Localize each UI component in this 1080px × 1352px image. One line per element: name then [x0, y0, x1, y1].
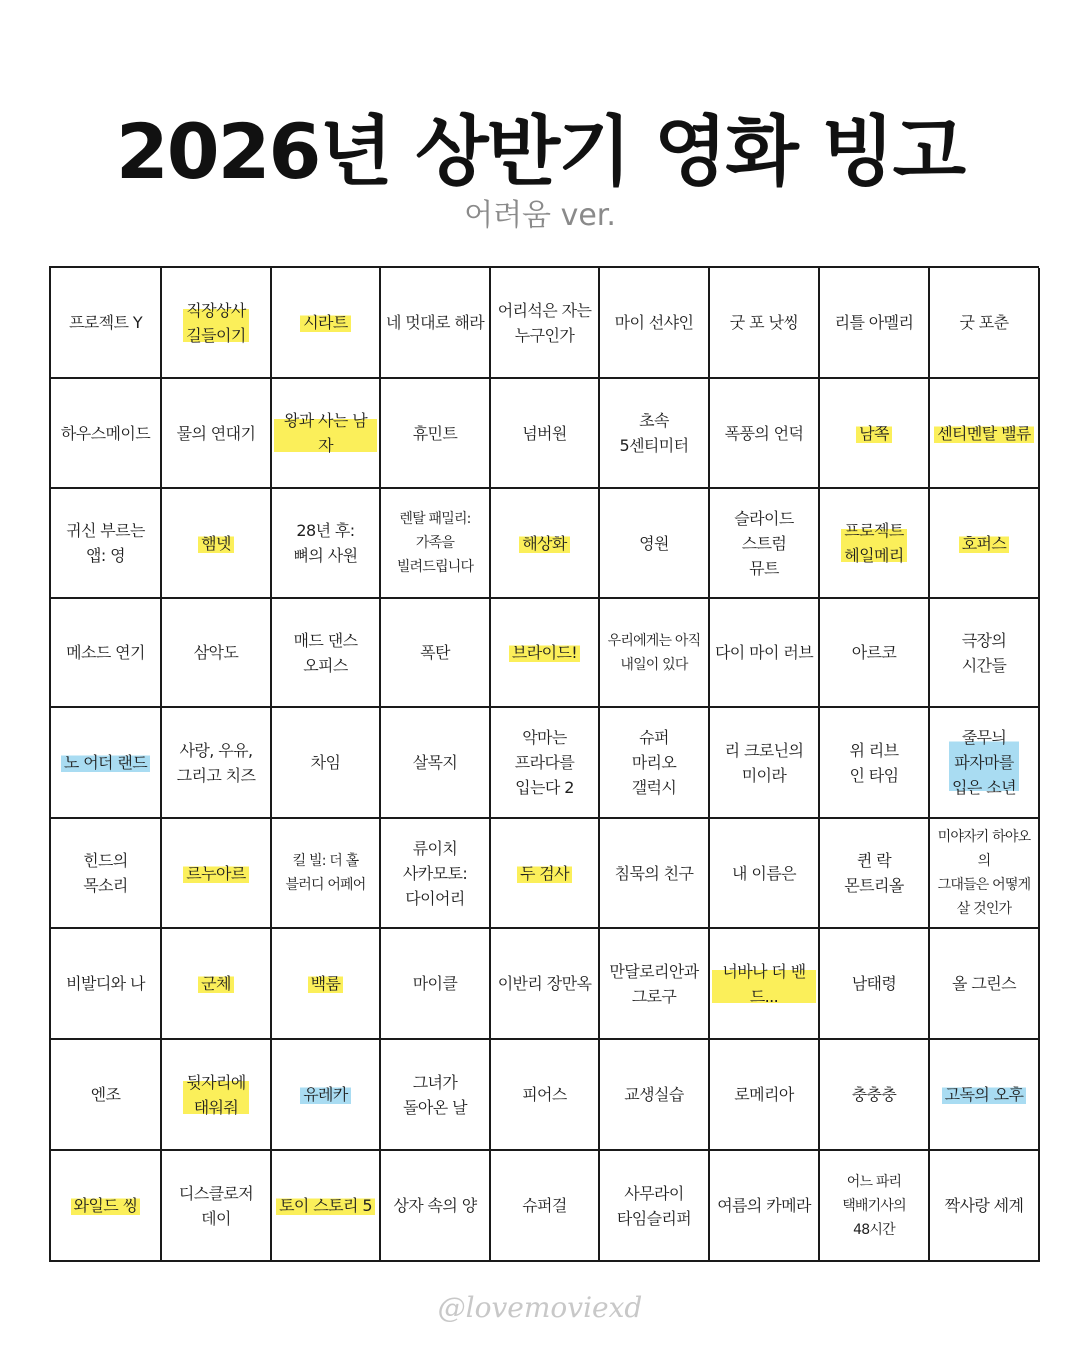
- bingo-cell[interactable]: [162, 268, 272, 379]
- bingo-cell[interactable]: [162, 1040, 272, 1151]
- bingo-cell[interactable]: [162, 379, 272, 489]
- bingo-cell-label: 슬라이드 스트럼 뮤트: [734, 508, 794, 578]
- bingo-cell-label: 직장상사 길들이기: [183, 298, 248, 348]
- bingo-cell-label: 사랑, 우유, 그리고 치즈: [176, 740, 256, 785]
- bingo-cell-label: 그녀가 돌아온 날: [403, 1072, 467, 1117]
- bingo-cell-label: 류이치 사카모토: 다이어리: [402, 838, 468, 908]
- bingo-cell[interactable]: [51, 708, 162, 819]
- bingo-cell-label: 28년 후: 뼈의 사원: [293, 521, 358, 565]
- bingo-cell[interactable]: [710, 1040, 820, 1151]
- bingo-cell-label: 해상화: [519, 531, 570, 556]
- bingo-cell-label: 메소드 연기: [66, 643, 145, 662]
- bingo-cell-label: 비발디와 나: [66, 974, 145, 993]
- bingo-cell[interactable]: [710, 1151, 820, 1262]
- bingo-cell[interactable]: [820, 929, 930, 1040]
- bingo-cell[interactable]: [272, 708, 381, 819]
- bingo-cell[interactable]: [930, 599, 1040, 708]
- bingo-cell[interactable]: [162, 1151, 272, 1262]
- bingo-cell[interactable]: [820, 489, 930, 599]
- bingo-cell-label: 악마는 프라다를 입는다 2: [514, 728, 575, 797]
- bingo-cell[interactable]: [600, 929, 710, 1040]
- bingo-cell-label: 극장의 시간들: [961, 630, 1007, 675]
- bingo-cell[interactable]: [491, 929, 600, 1040]
- bingo-cell[interactable]: [930, 708, 1040, 819]
- bingo-cell-label: 교생실습: [624, 1085, 684, 1104]
- bingo-cell-label: 호퍼스: [959, 531, 1010, 556]
- bingo-cell[interactable]: [491, 599, 600, 708]
- bingo-cell-label: 슈퍼걸: [522, 1196, 567, 1215]
- bingo-cell[interactable]: [272, 379, 381, 489]
- bingo-cell-label: 마이클: [412, 974, 458, 993]
- bingo-cell-label: 햄넷: [198, 531, 234, 556]
- bingo-cell[interactable]: [491, 1151, 600, 1262]
- bingo-cell[interactable]: [820, 599, 930, 708]
- bingo-cell-label: 왕과 사는 남자: [274, 408, 377, 458]
- bingo-cell-label: 만달로리안과 그로구: [609, 961, 699, 1006]
- bingo-cell-label: 이반리 장만옥: [497, 974, 592, 993]
- bingo-cell[interactable]: [600, 708, 710, 819]
- bingo-cell[interactable]: [162, 599, 272, 708]
- bingo-cell-label: 남쪽: [856, 421, 892, 446]
- bingo-cell[interactable]: [381, 708, 491, 819]
- bingo-grid: [49, 266, 1039, 1262]
- bingo-cell-label: 마이 선샤인: [614, 313, 694, 332]
- bingo-cell-label: 시라트: [300, 310, 351, 335]
- bingo-cell-label: 렌탈 패밀리: 가족을 빌려드립니다: [396, 511, 474, 575]
- bingo-cell-label: 폭탄: [420, 643, 450, 662]
- page-title: 2026년 상반기 영화 빙고: [115, 107, 965, 196]
- bingo-cell[interactable]: [162, 819, 272, 929]
- bingo-cell[interactable]: [930, 929, 1040, 1040]
- bingo-cell[interactable]: [600, 379, 710, 489]
- bingo-cell-label: 짝사랑 세계: [944, 1196, 1024, 1215]
- bingo-cell[interactable]: [710, 268, 820, 379]
- bingo-cell[interactable]: [600, 489, 710, 599]
- bingo-cell[interactable]: [381, 268, 491, 379]
- bingo-cell[interactable]: [381, 819, 491, 929]
- bingo-cell[interactable]: [491, 379, 600, 489]
- bingo-cell-label: 르누아르: [183, 861, 248, 886]
- bingo-cell-label: 디스클로저 데이: [178, 1183, 254, 1228]
- bingo-cell[interactable]: [51, 1151, 162, 1262]
- bingo-cell[interactable]: [381, 1040, 491, 1151]
- bingo-cell[interactable]: [930, 379, 1040, 489]
- bingo-cell-label: 영원: [639, 533, 669, 553]
- bingo-cell[interactable]: [381, 489, 491, 599]
- bingo-cell-label: 초속 5센티미터: [619, 411, 689, 455]
- bingo-cell[interactable]: [381, 599, 491, 708]
- bingo-cell[interactable]: [272, 268, 381, 379]
- bingo-cell-label: 프로젝트 헤일메리: [841, 518, 906, 568]
- page-subtitle: 어려움 ver.: [464, 198, 616, 233]
- bingo-cell[interactable]: [820, 1040, 930, 1151]
- bingo-cell[interactable]: [162, 489, 272, 599]
- bingo-cell-label: 넘버원: [522, 423, 567, 443]
- bingo-cell-label: 아르코: [851, 643, 897, 662]
- bingo-cell-label: 우리에게는 아직 내일이 있다: [607, 632, 701, 673]
- bingo-cell[interactable]: [820, 819, 930, 929]
- bingo-cell-label: 살목지: [412, 753, 458, 772]
- bingo-cell-label: 상자 속의 양: [393, 1196, 477, 1215]
- bingo-cell[interactable]: [272, 819, 381, 929]
- bingo-cell[interactable]: [491, 819, 600, 929]
- bingo-cell-label: 토이 스토리 5: [276, 1193, 375, 1218]
- watermark: @lovemoviexd: [437, 1291, 643, 1324]
- bingo-cell-label: 유레카: [300, 1082, 351, 1107]
- bingo-cell-label: 폭풍의 언덕: [724, 423, 804, 443]
- bingo-cell-label: 남태령: [851, 974, 897, 993]
- bingo-cell-label: 고독의 오후: [942, 1082, 1027, 1107]
- bingo-cell[interactable]: [710, 708, 820, 819]
- bingo-cell[interactable]: [491, 1040, 600, 1151]
- bingo-cell-label: 줄무늬 파자마를 입은 소년: [949, 725, 1019, 800]
- bingo-cell-label: 어느 파리 택배기사의 48시간: [842, 1173, 906, 1238]
- bingo-cell-label: 위 리브 인 타임: [849, 740, 899, 785]
- bingo-cell[interactable]: [820, 379, 930, 489]
- bingo-cell[interactable]: [710, 819, 820, 929]
- bingo-cell-label: 굿 포춘: [959, 313, 1009, 332]
- bingo-cell[interactable]: [930, 1040, 1040, 1151]
- bingo-cell[interactable]: [272, 599, 381, 708]
- bingo-cell-label: 브라이드!: [509, 640, 580, 665]
- bingo-cell[interactable]: [51, 1040, 162, 1151]
- bingo-cell[interactable]: [820, 1151, 930, 1262]
- bingo-cell[interactable]: [491, 708, 600, 819]
- bingo-cell[interactable]: [51, 819, 162, 929]
- bingo-cell-label: 너바나 더 밴드...: [712, 959, 816, 1009]
- bingo-cell[interactable]: [930, 1151, 1040, 1262]
- bingo-cell-label: 침묵의 친구: [614, 863, 694, 883]
- bingo-cell-label: 슈퍼 마리오 갤럭시: [631, 728, 677, 797]
- bingo-cell[interactable]: [51, 489, 162, 599]
- bingo-cell-label: 충충충: [851, 1085, 897, 1104]
- bingo-cell[interactable]: [381, 929, 491, 1040]
- bingo-cell-label: 피어스: [522, 1085, 567, 1104]
- bingo-cell[interactable]: [162, 708, 272, 819]
- bingo-cell[interactable]: [51, 599, 162, 708]
- bingo-cell-label: 센티멘탈 밸류: [934, 421, 1034, 446]
- bingo-cell-label: 엔조: [90, 1085, 121, 1104]
- bingo-cell-label: 퀸 락 몬트리올: [844, 851, 904, 895]
- bingo-cell-label: 리틀 아멜리: [834, 313, 914, 332]
- bingo-cell-label: 와일드 씽: [71, 1193, 141, 1218]
- bingo-cell-label: 내 이름은: [732, 863, 796, 883]
- bingo-cell-label: 킬 빌: 더 홀 블러디 어페어: [285, 853, 366, 893]
- bingo-cell-label: 올 그린스: [952, 974, 1016, 993]
- bingo-cell[interactable]: [710, 929, 820, 1040]
- bingo-cell[interactable]: [600, 1040, 710, 1151]
- bingo-cell[interactable]: [600, 599, 710, 708]
- bingo-cell-label: 리 크로닌의 미이라: [724, 740, 804, 785]
- bingo-cell-label: 어리석은 자는 누구인가: [497, 300, 592, 345]
- bingo-cell-label: 미야자키 하야오의 그대들은 어떻게 살 것인가: [937, 829, 1031, 917]
- bingo-cell[interactable]: [51, 929, 162, 1040]
- bingo-cell-label: 굿 포 낫씽: [729, 313, 799, 332]
- bingo-cell-label: 물의 연대기: [176, 423, 256, 443]
- bingo-cell[interactable]: [930, 489, 1040, 599]
- bingo-cell[interactable]: [710, 489, 820, 599]
- bingo-cell[interactable]: [381, 1151, 491, 1262]
- bingo-cell[interactable]: [272, 929, 381, 1040]
- bingo-cell[interactable]: [491, 268, 600, 379]
- bingo-cell[interactable]: [820, 268, 930, 379]
- bingo-cell-label: 사무라이 타임슬리퍼: [616, 1183, 692, 1228]
- bingo-cell[interactable]: [272, 489, 381, 599]
- bingo-cell-label: 삼악도: [193, 643, 239, 662]
- bingo-cell[interactable]: [600, 268, 710, 379]
- bingo-cell-label: 매드 댄스 오피스: [293, 630, 358, 675]
- bingo-cell[interactable]: [51, 379, 162, 489]
- bingo-cell-label: 여름의 카메라: [717, 1196, 811, 1215]
- bingo-cell-label: 휴민트: [412, 423, 458, 443]
- bingo-cell-label: 차임: [310, 753, 341, 772]
- bingo-cell[interactable]: [600, 819, 710, 929]
- bingo-cell[interactable]: [930, 268, 1040, 379]
- bingo-cell-label: 로메리아: [734, 1085, 794, 1104]
- bingo-cell-label: 귀신 부르는 앱: 영: [66, 521, 145, 565]
- bingo-cell[interactable]: [162, 929, 272, 1040]
- bingo-cell-label: 뒷자리에 태워줘: [183, 1070, 248, 1120]
- bingo-cell[interactable]: [820, 708, 930, 819]
- bingo-cell[interactable]: [272, 1040, 381, 1151]
- bingo-cell-label: 두 검사: [517, 861, 572, 886]
- bingo-cell-label: 하우스메이드: [60, 423, 151, 443]
- bingo-cell[interactable]: [600, 1151, 710, 1262]
- bingo-cell-label: 네 멋대로 해라: [385, 313, 485, 332]
- bingo-cell[interactable]: [381, 379, 491, 489]
- bingo-cell[interactable]: [272, 1151, 381, 1262]
- bingo-cell[interactable]: [710, 599, 820, 708]
- bingo-cell[interactable]: [51, 268, 162, 379]
- bingo-cell[interactable]: [491, 489, 600, 599]
- bingo-cell-label: 힌드의 목소리: [83, 851, 128, 895]
- bingo-cell[interactable]: [710, 379, 820, 489]
- bingo-cell-label: 군체: [198, 971, 234, 996]
- bingo-cell-label: 다이 마이 러브: [714, 643, 814, 662]
- bingo-cell-label: 프로젝트 Y: [68, 313, 143, 332]
- bingo-cell-label: 노 어더 랜드: [61, 750, 150, 775]
- bingo-cell[interactable]: [930, 819, 1040, 929]
- bingo-cell-label: 백룸: [308, 971, 344, 996]
